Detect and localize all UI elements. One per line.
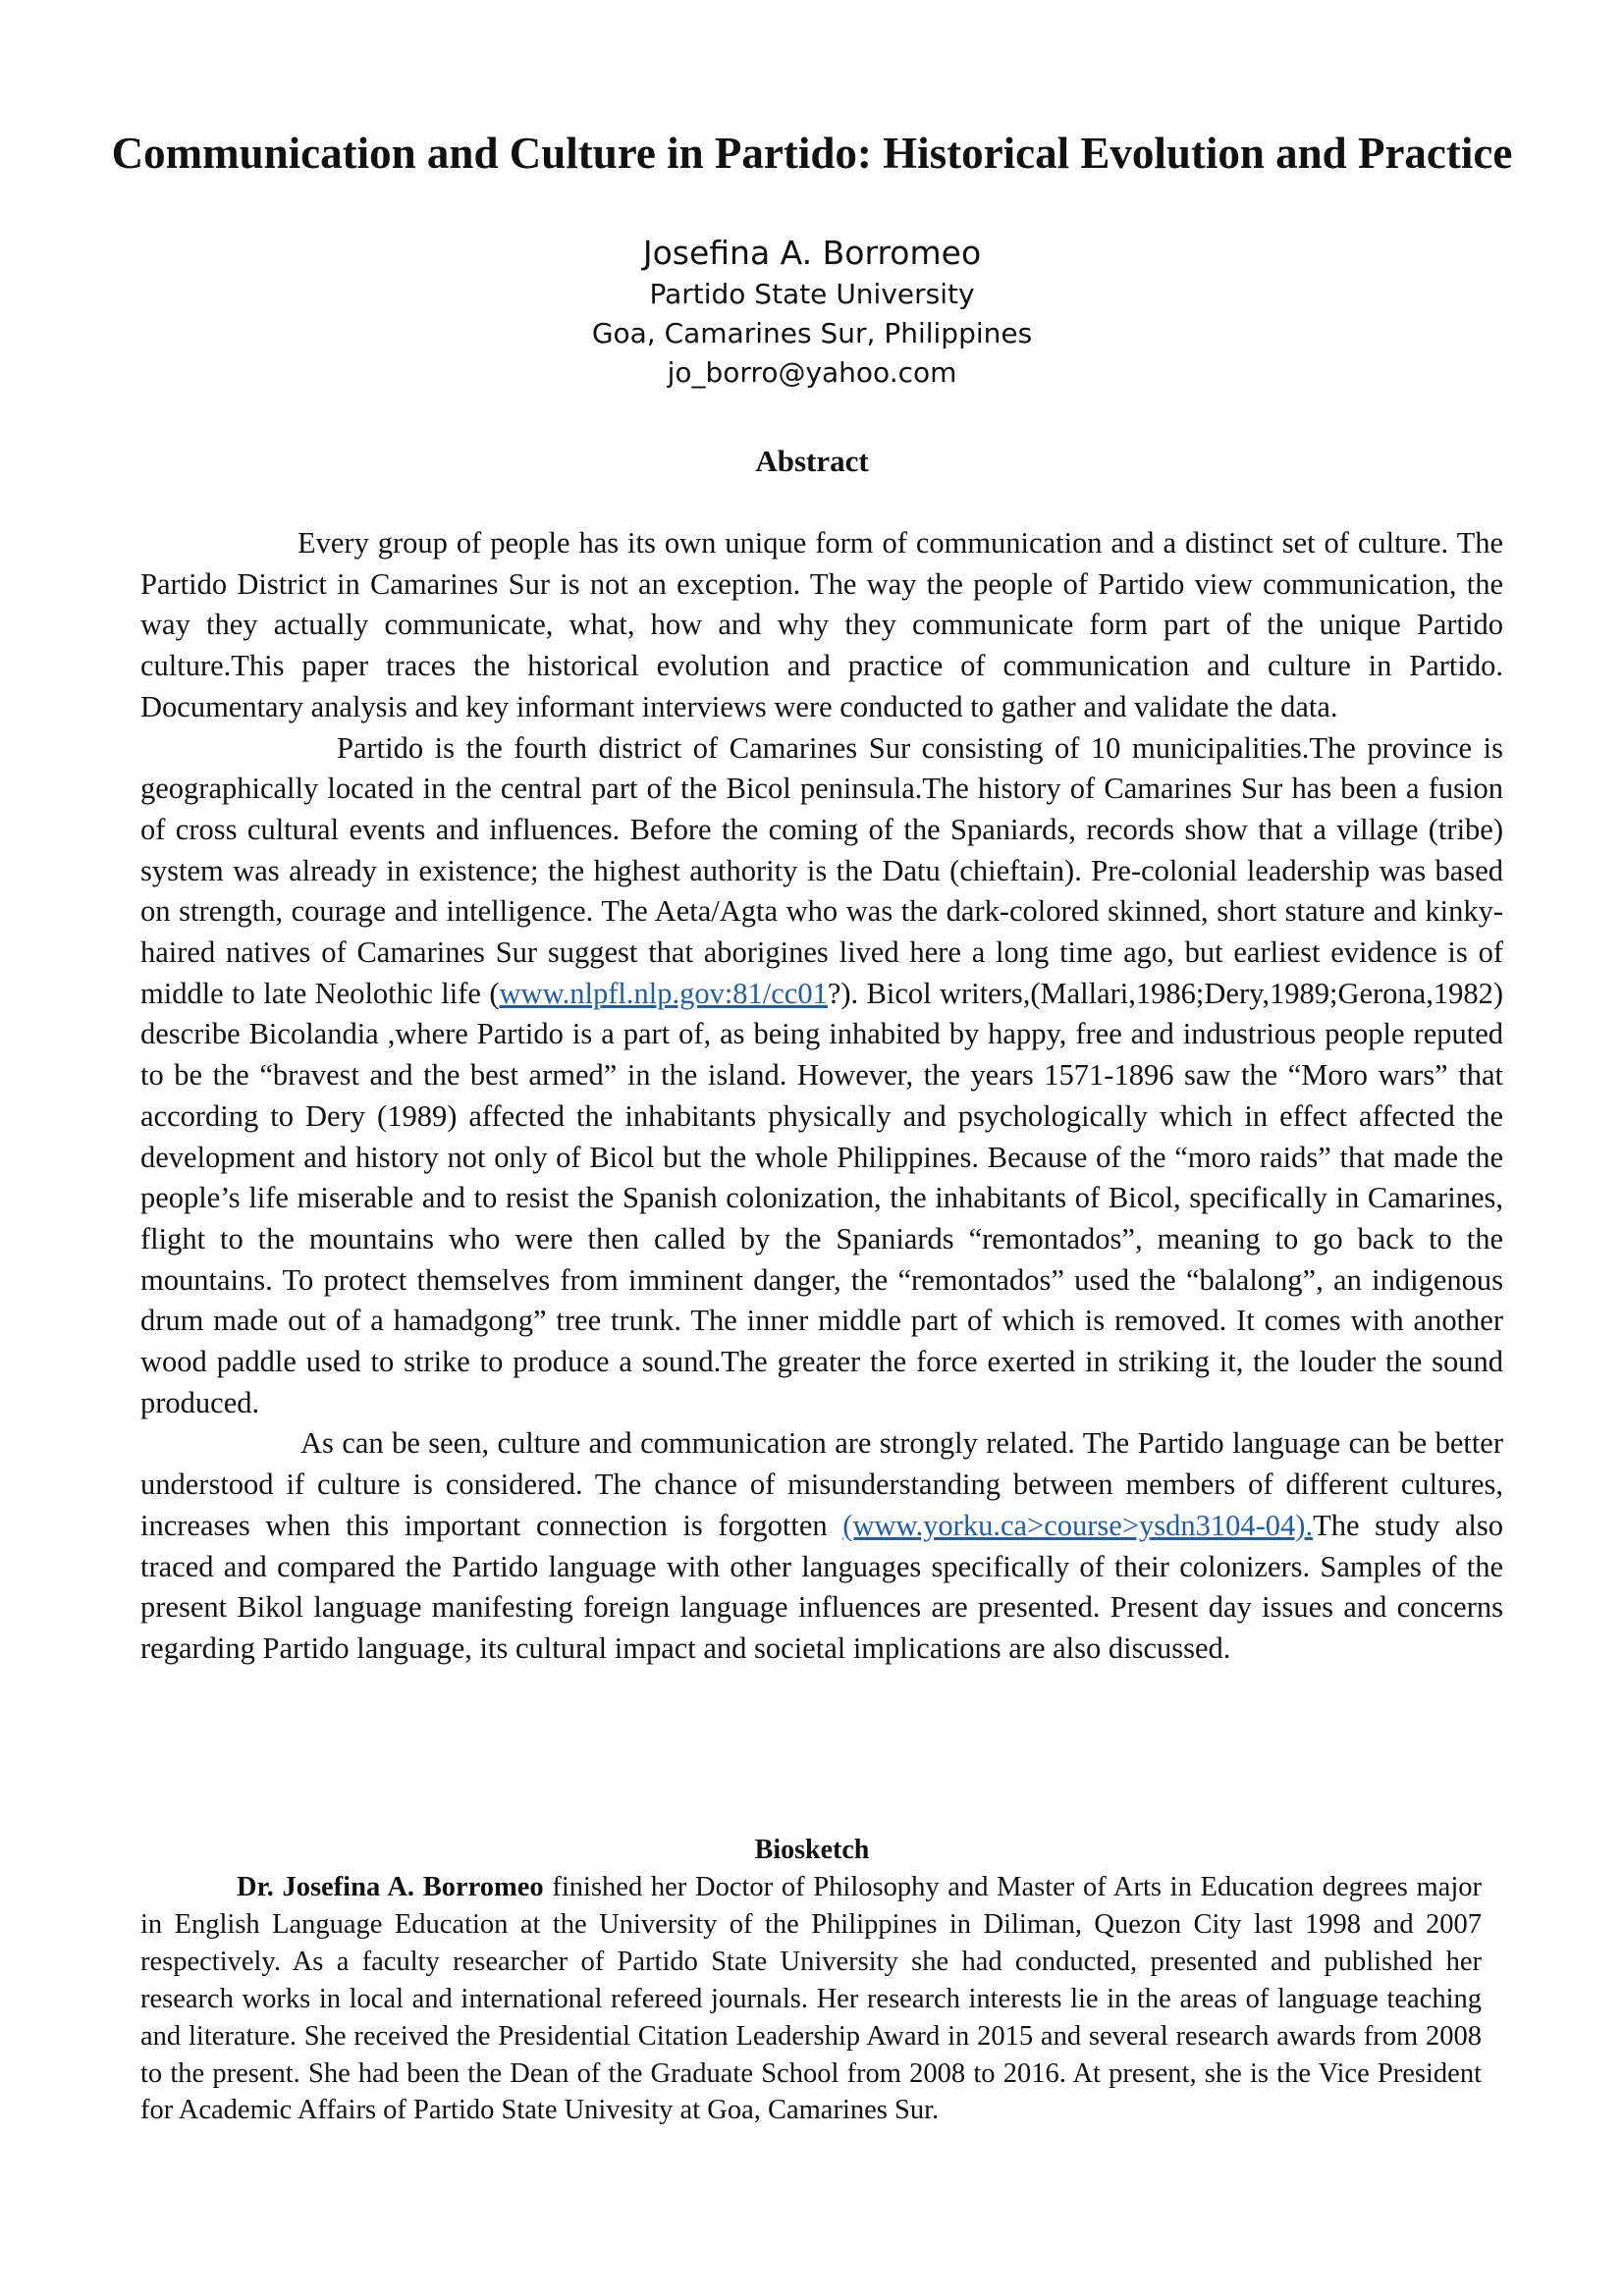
abstract-paragraph-3 [140,1423,1503,1669]
abstract-heading: Abstract [755,444,869,478]
author-email: jo_borro@yahoo.com [667,356,957,389]
abstract-paragraph-3-text-b: The study also traced and compared the Partido language with other languages specifically of their colonizers. Samples of the present Bikol language manifesting foreign language influences are presented. Present day issues and concerns regarding Partido language, its cultural impact and societal implications are also discussed. [140,1508,1503,1665]
biosketch-text: finished her Doctor of Philosophy and Master of Arts in Education degrees major in English Language Education at the University of the Philippines in Diliman, Quezon City last 1998 and 2007 respectively. As a faculty researcher of Partido State University she had conducted, presented and published her research works in local and international refereed journals. Her research interests lie in the areas of language teaching and literature. She received the Presidential Citation Leadership Award in 2015 and several research awards from 2008 to the present. She had been the Dean of the Graduate School from 2008 to 2016. At present, she is the Vice President for Academic Affairs of Partido State Univesity at Goa, Camarines Sur. [140,1872,1482,2126]
abstract-paragraph-2-text-b: ?). Bicol writers,(Mallari,1986;Dery,1989;Gerona,1982) describe Bicolandia ,where Partido is a part of, as being inhabited by happy, free and industrious people reputed to be the “bravest and the best armed” in the island. However, the years 1571-1896 saw the “Moro wars” that according to Dery (1989) affected the inhabitants physically and psychologically which in effect affected the development and history not only of Bicol but the whole Philippines. Because of the “moro raids” that made the people’s life miserable and to resist the Spanish colonization, the inhabitants of Bicol, specifically in Camarines, flight to the mountains who were then called by the Spaniards “remontados”, meaning to go back to the mountains. To protect themselves from imminent danger, the “remontados” used the “balalong”, an indigenous drum made out of a hamadgong” tree trunk. The inner middle part of which is removed. It comes with another wood paddle used to strike to produce a sound.The greater the force exerted in striking it, the louder the sound produced. [140,976,1504,1419]
biosketch-heading: Biosketch [754,1835,870,1865]
nlpfl-link[interactable]: www.nlpfl.nlp.gov:81/cc01 [499,976,828,1010]
paper-title: Communication and Culture in Partido: Historical Evolution and Practice [111,129,1513,178]
biosketch-paragraph [140,1869,1482,2129]
biosketch-name: Dr. Josefina A. Borromeo [237,1872,544,1902]
author-affiliation: Partido State University [649,278,975,310]
author-name: Josefina A. Borromeo [642,234,982,272]
author-location: Goa, Camarines Sur, Philippines [591,317,1033,349]
author-block [295,232,1329,393]
abstract-paragraph-2-text-a: Partido is the fourth district of Camarines Sur consisting of 10 municipalities.The province is geographically located in the central part of the Bicol peninsula.The history of Camarines Sur has been a fusion of cross cultural events and influences. Before the coming of the Spaniards, records show that a village (tribe) system was already in existence; the highest authority is the Datu (chieftain). Pre-colonial leadership was based on strength, courage and intelligence. The Aeta/Agta who was the dark-colored skinned, short stature and kinky-haired natives of Camarines Sur suggest that aborigines lived here a long time ago, but earliest evidence is of middle to late Neolothic life ( [140,730,1503,1010]
abstract-paragraph-2 [140,728,1503,1424]
abstract-paragraph-1: Every group of people has its own unique form of communication and a distinct set of culture. The Partido District in Camarines Sur is not an exception. The way the people of Partido view communication, the way they actually communicate, what, how and why they communicate form part of the unique Partido culture.This paper traces the historical evolution and practice of communication and culture in Partido. Documentary analysis and key informant interviews were conducted to gather and validate the data. [140,526,1503,723]
abstract-body [140,523,1503,1670]
yorku-link[interactable]: (www.yorku.ca>course>ysdn3104-04). [842,1508,1314,1542]
abstract-paragraph-3-text-a: As can be seen, culture and communication are strongly related. The Partido language can be better understood if culture is considered. The chance of misunderstanding between members of different cultures, increases when this important connection is forgotten [140,1426,1503,1542]
